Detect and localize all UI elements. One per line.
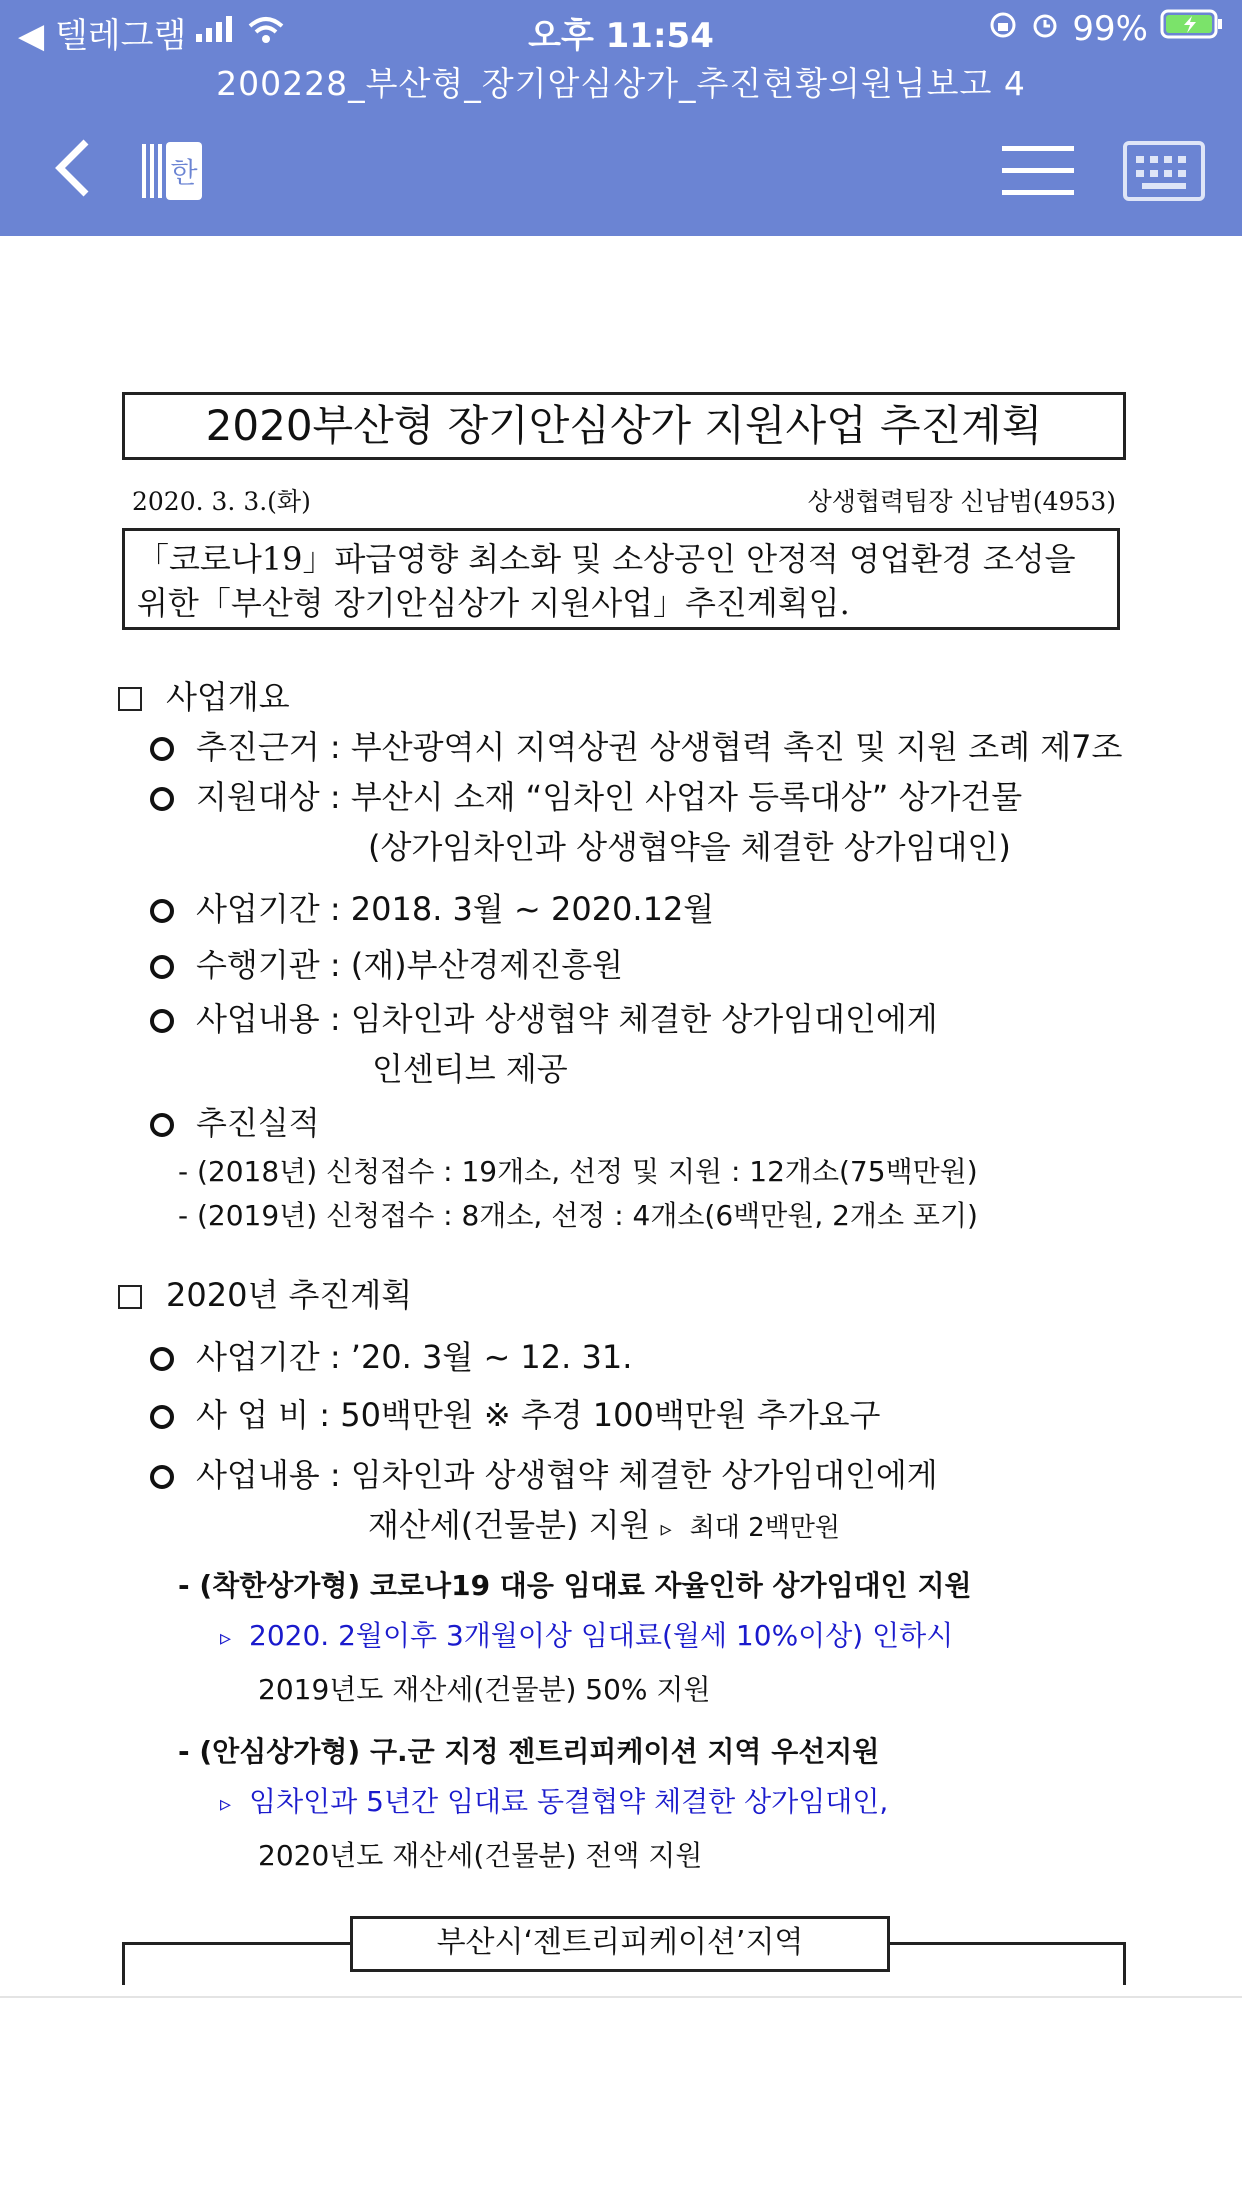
summary-box — [122, 528, 1120, 630]
svg-text:한: 한 — [170, 156, 198, 189]
bullet-text: 수행기관 : (재)부산경제진흥원 — [196, 946, 624, 984]
app-header — [0, 0, 1242, 236]
bullet-item — [150, 1450, 938, 1496]
bullet-item — [150, 884, 714, 930]
bullet-item — [150, 1332, 632, 1378]
triangle-icon: ▹ — [660, 1517, 672, 1542]
bullet-item — [150, 994, 938, 1040]
page-divider — [0, 1996, 1242, 1998]
alarm-icon — [1030, 9, 1060, 49]
bullet-icon — [150, 787, 174, 811]
bullet-icon — [150, 1347, 174, 1371]
bullet-icon — [150, 1113, 174, 1137]
bullet-item — [150, 940, 623, 986]
bullet-text: 지원대상 : 부산시 소재 “임차인 사업자 등록대상” 상가건물 — [196, 778, 1023, 816]
section-heading: 사업개요 — [166, 678, 290, 716]
keyboard-icon[interactable] — [1122, 140, 1206, 202]
triangle-icon: ▹ — [220, 1792, 232, 1817]
bullet-icon — [150, 899, 174, 923]
bullet-text: 사업내용 : 임차인과 상생협약 체결한 상가임대인에게 — [196, 1000, 938, 1038]
section-overview — [118, 672, 290, 718]
bullet-icon — [150, 737, 174, 761]
bullet-item — [150, 1390, 880, 1436]
bullet-icon — [150, 955, 174, 979]
document-page — [0, 236, 1242, 2208]
next-page-title: 부산시‘젠트리피케이션’지역 — [350, 1916, 890, 1972]
bullet-continuation — [368, 1500, 840, 1546]
plan-condition — [220, 1780, 888, 1820]
rotation-lock-icon — [988, 9, 1018, 49]
plan-type-heading: - (착한상가형) 코로나19 대응 임대료 자율인하 상가임대인 지원 — [178, 1569, 972, 1602]
checkbox-square-icon — [118, 1285, 142, 1309]
doc-date: 2020. 3. 3.(화) — [132, 487, 311, 516]
bullet-icon — [150, 1465, 174, 1489]
doc-main-title: 2020부산형 장기안심상가 지원사업 추진계획 — [122, 392, 1126, 460]
section-plan — [118, 1270, 412, 1316]
menu-icon[interactable] — [1000, 140, 1076, 200]
bullet-item — [150, 722, 1122, 768]
condition-text: 2020. 2월이후 3개월이상 임대료(월세 10%이상) 인하시 — [249, 1619, 954, 1652]
triangle-icon: ▹ — [220, 1626, 232, 1651]
plan-benefit: 2020년도 재산세(건물분) 전액 지원 — [258, 1839, 703, 1872]
battery-percent: 99% — [1072, 8, 1148, 49]
back-icon[interactable] — [52, 138, 92, 198]
document-title: 200228_부산형_장기암심상가_추진현황의원님보고 4 — [216, 64, 1026, 103]
result-line: - (2019년) 신청접수 : 8개소, 선정 : 4개소(6백만원, 2개소 포기) — [178, 1199, 978, 1232]
summary-line: 위한「부산형 장기안심상가 지원사업」추진계획임. — [137, 584, 850, 622]
summary-line: 「코로나19」파급영향 최소화 및 소상공인 안정적 영업환경 조성을 — [137, 540, 1076, 578]
bullet-text: 사업기간 : 2018. 3월 ~ 2020.12월 — [196, 890, 715, 928]
hangul-book-icon[interactable] — [140, 140, 204, 204]
section-heading: 2020년 추진계획 — [166, 1276, 413, 1314]
bullet-text: 사업내용 : 임차인과 상생협약 체결한 상가임대인에게 — [196, 1456, 938, 1494]
bullet-item — [150, 1098, 320, 1144]
doc-author: 상생협력팀장 신남범(4953) — [807, 487, 1116, 516]
bullet-text: 추진근거 : 부산광역시 지역상권 상생협력 촉진 및 지원 조례 제7조 — [196, 728, 1123, 766]
max-amount: 최대 2백만원 — [689, 1513, 841, 1543]
bullet-continuation: 인센티브 제공 — [372, 1050, 568, 1088]
support-text: 재산세(건물분) 지원 — [368, 1506, 651, 1544]
bullet-text: 사 업 비 : 50백만원 ※ 추경 100백만원 추가요구 — [196, 1396, 881, 1434]
bullet-continuation: (상가임차인과 상생협약을 체결한 상가임대인) — [368, 828, 1011, 866]
bullet-text: 추진실적 — [196, 1104, 320, 1142]
bullet-icon — [150, 1405, 174, 1429]
result-line: - (2018년) 신청접수 : 19개소, 선정 및 지원 : 12개소(75백만원) — [178, 1155, 978, 1188]
bullet-item — [150, 772, 1022, 818]
back-to-app-label[interactable]: ◀ 텔레그램 — [18, 16, 187, 56]
status-bar — [0, 8, 1242, 54]
bullet-text: 사업기간 : ’20. 3월 ~ 12. 31. — [196, 1338, 633, 1376]
condition-text: 임차인과 5년간 임대료 동결협약 체결한 상가임대인, — [249, 1785, 889, 1818]
plan-condition — [220, 1614, 953, 1654]
plan-benefit: 2019년도 재산세(건물분) 50% 지원 — [258, 1673, 711, 1706]
checkbox-square-icon — [118, 687, 142, 711]
clock: 오후 11:54 — [528, 16, 714, 56]
plan-type-heading: - (안심상가형) 구.군 지정 젠트리피케이션 지역 우선지원 — [178, 1735, 880, 1768]
battery-icon — [1160, 8, 1224, 49]
bullet-icon — [150, 1009, 174, 1033]
